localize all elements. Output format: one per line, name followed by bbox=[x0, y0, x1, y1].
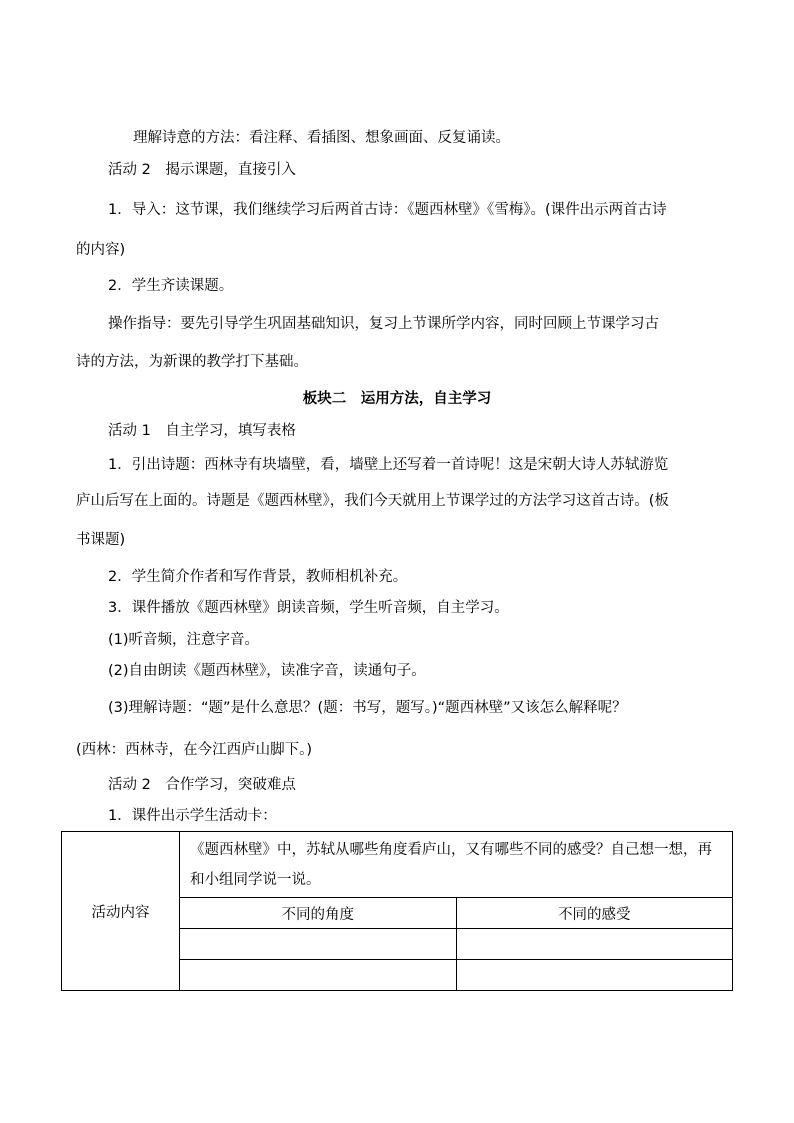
activity-content-label: 活动内容 bbox=[62, 832, 180, 991]
paragraph-line: (3)理解诗题：“题”是什么意思？(题：书写，题写。)“题西林壁”又该怎么解释呢？ bbox=[108, 700, 627, 716]
blank-cell bbox=[456, 929, 733, 960]
paragraph-line: 1．导入：这节课，我们继续学习后两首古诗：《题西林壁》《雪梅》。(课件出示两首古诗 bbox=[108, 202, 667, 218]
blank-cell bbox=[180, 960, 457, 991]
blank-cell bbox=[456, 960, 733, 991]
paragraph-line: 书课题) bbox=[76, 532, 126, 548]
blank-cell bbox=[180, 929, 457, 960]
paragraph-line: 诗的方法，为新课的教学打下基础。 bbox=[76, 354, 308, 370]
column-header-feeling: 不同的感受 bbox=[456, 898, 733, 929]
paragraph-line: 的内容) bbox=[76, 242, 126, 258]
activity-card-table bbox=[61, 831, 733, 991]
activity-heading: 活动 2 合作学习，突破难点 bbox=[108, 777, 296, 793]
activity-prompt: 《题西林壁》中，苏轼从哪些角度看庐山，又有哪些不同的感受？自己想一想，再和小组同学说一说。 bbox=[180, 832, 733, 898]
paragraph-line: 2．学生齐读课题。 bbox=[108, 278, 234, 294]
paragraph-line: 操作指导：要先引导学生巩固基础知识，复习上节课所学内容，同时回顾上节课学习古 bbox=[108, 316, 659, 332]
method-note: 理解诗意的方法：看注释、看插图、想象画面、反复诵读。 bbox=[133, 130, 510, 146]
paragraph-line: 3．课件播放《题西林壁》朗读音频，学生听音频，自主学习。 bbox=[108, 600, 509, 616]
paragraph-line: 2．学生简介作者和写作背景，教师相机补充。 bbox=[108, 569, 408, 585]
column-header-angle: 不同的角度 bbox=[180, 898, 457, 929]
paragraph-line: 1．课件出示学生活动卡： bbox=[108, 808, 277, 824]
section-heading: 板块二 运用方法，自主学习 bbox=[302, 391, 492, 407]
paragraph-line: 庐山后写在上面的。诗题是《题西林壁》，我们今天就用上节课学过的方法学习这首古诗。(板 bbox=[76, 493, 669, 509]
activity-heading: 活动 2 揭示课题，直接引入 bbox=[108, 162, 296, 178]
paragraph-line: 1．引出诗题：西林寺有块墙壁，看，墙壁上还写着一首诗呢！这是宋朝大诗人苏轼游览 bbox=[108, 457, 669, 473]
paragraph-line: (1)听音频，注意字音。 bbox=[108, 632, 260, 648]
paragraph-line: (西林：西林寺，在今江西庐山脚下。) bbox=[76, 742, 313, 758]
activity-heading: 活动 1 自主学习，填写表格 bbox=[108, 423, 296, 439]
paragraph-line: (2)自由朗读《题西林壁》，读准字音，读通句子。 bbox=[108, 663, 426, 679]
